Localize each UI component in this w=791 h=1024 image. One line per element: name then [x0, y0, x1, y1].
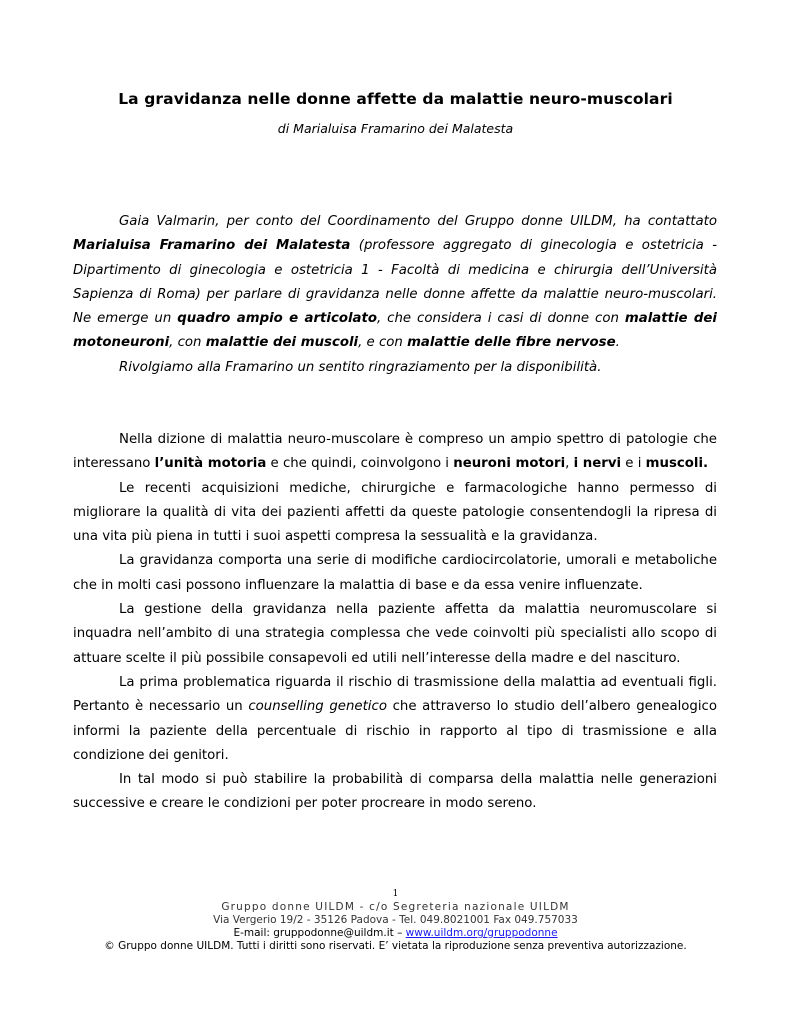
- intro-text: , che considera i casi di donne con: [377, 311, 625, 327]
- intro-bold-name: Marialuisa Framarino dei Malatesta: [73, 238, 351, 254]
- intro-section: [73, 210, 717, 380]
- footer-contact: [0, 927, 791, 940]
- intro-bold-phrase: malattie dei muscoli: [205, 335, 359, 351]
- page-footer: [0, 888, 791, 953]
- page-number: 1: [392, 889, 399, 899]
- body-italic-phrase: counselling genetico: [248, 699, 387, 715]
- body-bold-phrase: l’unità motoria: [154, 456, 267, 472]
- body-paragraph: La gestione della gravidanza nella paziente affetta da malattia neuromuscolare si inquadra nell’ambito di una strategia complessa che vede coinvolti più specialisti allo scopo di attuare scelte il più possibile consapevoli ed utili nell’interesse della madre e del nascituro.: [73, 602, 717, 666]
- body-text: ,: [565, 456, 574, 472]
- document-author: di Marialuisa Framarino dei Malatesta: [277, 121, 514, 136]
- intro-text: (professore aggregato di ginecologia e ostetricia - Dipartimento di ginecologia e ostetricia 1 - Facoltà di medicina e chirurgia dell’Università Sapienza di Roma) per parlare di gravidanza nelle donne affette da malattie neuro-muscolari. Ne emerge un: [73, 238, 717, 327]
- footer-email: E-mail: gruppodonne@uildm.it –: [233, 927, 406, 939]
- body-bold-phrase: neuroni motori: [453, 456, 566, 472]
- thanks-paragraph: Rivolgiamo alla Framarino un sentito ringraziamento per la disponibilità.: [119, 359, 602, 375]
- body-bold-phrase: muscoli.: [645, 456, 709, 472]
- intro-bold-phrase: quadro ampio e articolato: [177, 311, 377, 327]
- body-paragraph: Le recenti acquisizioni mediche, chirurgiche e farmacologiche hanno permesso di migliorare la qualità di vita dei pazienti affetti da queste patologie consentendogli la ripresa di una vita più piena in tutti i suoi aspetti compresa la sessualità e la gravidanza.: [73, 480, 717, 545]
- footer-group: Gruppo donne UILDM - c/o Segreteria nazionale UILDM: [221, 901, 570, 913]
- body-paragraph: [73, 671, 717, 768]
- intro-bold-phrase: malattie dei motoneuroni: [73, 311, 717, 351]
- body-bold-phrase: i nervi: [573, 456, 622, 472]
- body-paragraph: In tal modo si può stabilire la probabilità di comparsa della malattia nelle generazioni successive e creare le condizioni per poter procreare in modo sereno.: [73, 772, 717, 812]
- body-text: che attraverso lo studio dell’albero genealogico informi la paziente della percentuale di rischio in rapporto al tipo di trasmissione e alla condizione dei genitori.: [73, 699, 717, 763]
- body-text: e i: [621, 456, 646, 472]
- intro-text: Gaia Valmarin, per conto del Coordinamento del Gruppo donne UILDM, ha contattato: [119, 214, 717, 229]
- body-paragraph: [73, 428, 717, 477]
- body-text: Nella dizione di malattia neuro-muscolare è compreso un ampio spettro di patologie che interessano: [73, 432, 717, 472]
- main-section: [73, 428, 717, 817]
- document-title: La gravidanza nelle donne affette da malattie neuro-muscolari: [118, 90, 673, 108]
- body-text: La prima problematica riguarda il rischio di trasmissione della malattia ad eventuali figli. Pertanto è necessario un: [73, 674, 717, 715]
- intro-bold-phrase: malattie delle fibre nervose: [407, 335, 616, 351]
- body-paragraph: La gravidanza comporta una serie di modifiche cardiocircolatorie, umorali e metaboliche che in molti casi possono influenzare la malattia di base e da essa venire influenzate.: [73, 553, 717, 593]
- body-text: e che quindi, coinvolgono i: [266, 456, 454, 472]
- footer-copyright: © Gruppo donne UILDM. Tutti i diritti sono riservati. E’ vietata la riproduzione senza preventiva autorizzazione.: [104, 940, 687, 952]
- intro-text: .: [615, 335, 620, 351]
- intro-text: , e con: [358, 335, 408, 351]
- intro-text: , con: [169, 335, 206, 351]
- footer-address: Via Vergerio 19/2 - 35126 Padova - Tel. 049.8021001 Fax 049.757033: [213, 914, 578, 926]
- intro-paragraph: [73, 210, 717, 356]
- website-link[interactable]: www.uildm.org/gruppodonne: [405, 927, 558, 939]
